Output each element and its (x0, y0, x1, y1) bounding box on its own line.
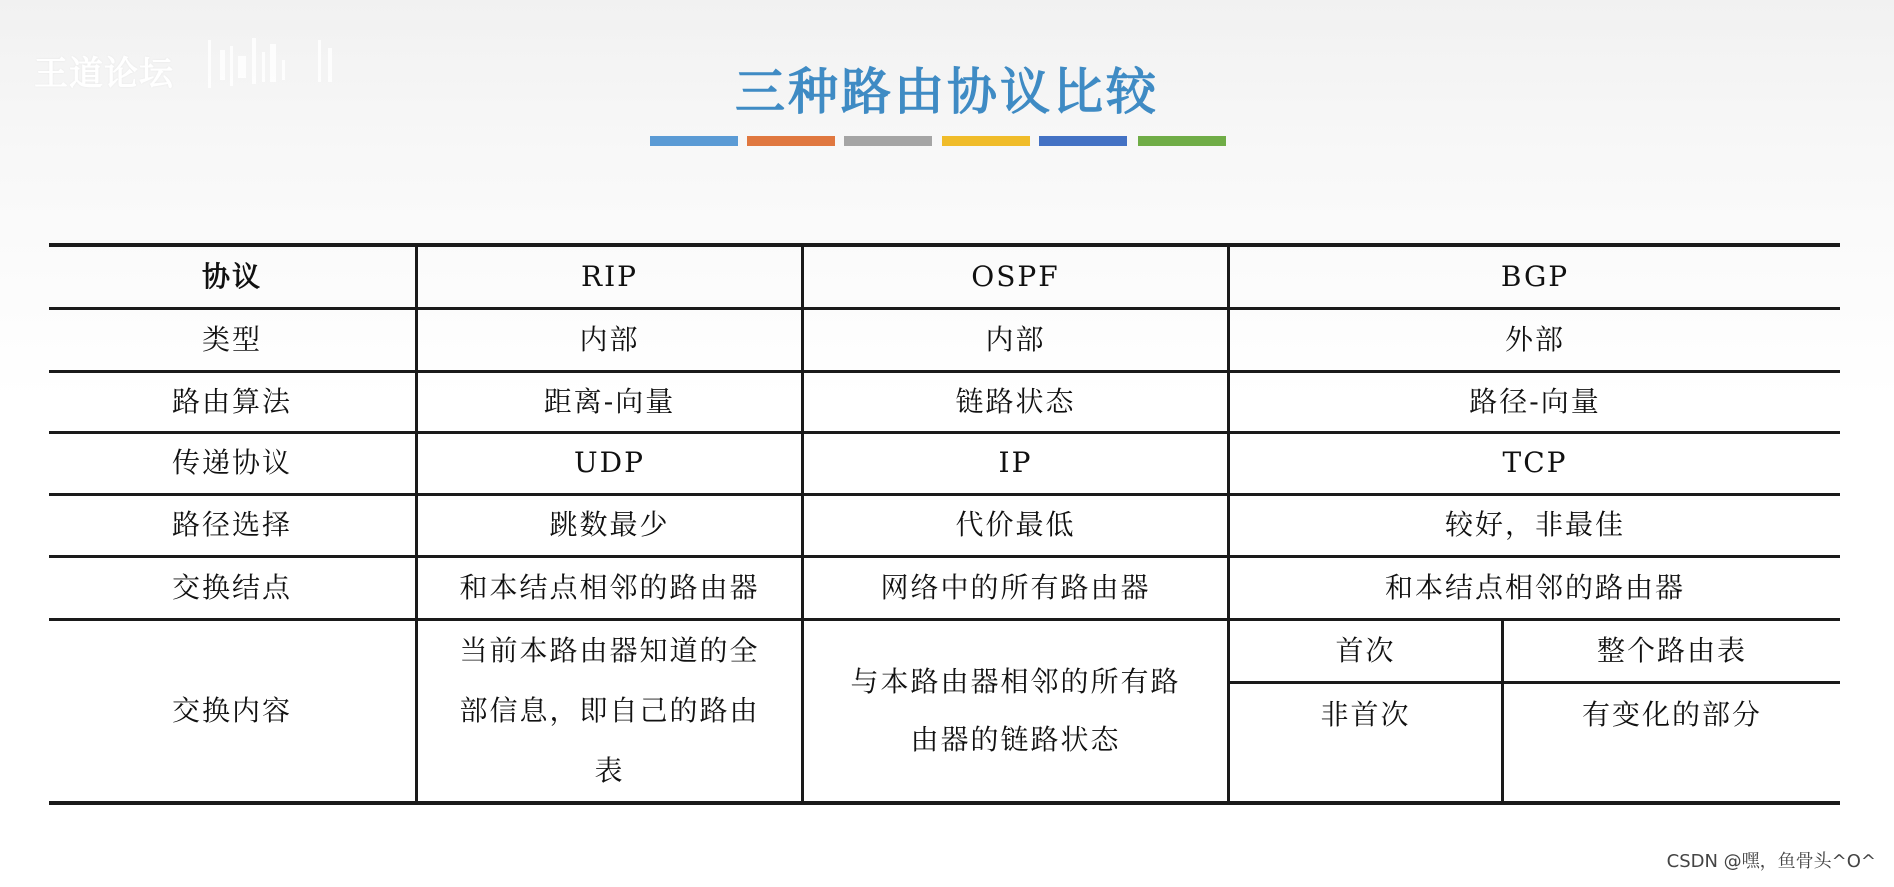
title-color-bar (650, 136, 1226, 147)
bgp-first-label: 首次 (1335, 633, 1396, 667)
footer-credit: CSDN @嘿，鱼骨头^O^ (1666, 851, 1876, 872)
color-segment-orange (747, 136, 835, 146)
rip-cell: UDP (574, 446, 645, 480)
header-protocol: 协议 (201, 259, 262, 293)
rip-exchange-cell (418, 621, 801, 801)
bgp-cell: 和本结点相邻的路由器 (1384, 570, 1685, 604)
header-rip: RIP (581, 259, 638, 293)
color-segment-blue (650, 136, 738, 146)
header-bgp: BGP (1500, 259, 1570, 293)
watermark-logo: 王道论坛 (34, 54, 174, 94)
table-bottom-border (49, 801, 1840, 805)
rip-exchange-line: 表 (594, 754, 625, 787)
ospf-cell: 网络中的所有路由器 (880, 570, 1151, 604)
bgp-cell: TCP (1502, 446, 1568, 480)
color-segment-yellow (942, 136, 1030, 146)
bgp-cell: 较好，非最佳 (1444, 508, 1625, 542)
page-title: 三种路由协议比较 (735, 63, 1159, 121)
ospf-exchange-cell (804, 621, 1227, 801)
row-label: 路径选择 (171, 508, 292, 542)
ospf-exchange-line: 由器的链路状态 (910, 723, 1121, 756)
ospf-cell: IP (998, 446, 1033, 480)
row-label: 交换内容 (171, 693, 292, 727)
row-label: 交换结点 (171, 570, 292, 604)
rip-exchange-line: 当前本路由器知道的全 (459, 634, 760, 667)
bgp-cell: 外部 (1504, 322, 1565, 356)
ospf-cell: 代价最低 (955, 508, 1076, 542)
color-segment-green (1138, 136, 1226, 146)
row-label: 路由算法 (171, 384, 292, 418)
row-label: 传递协议 (171, 446, 292, 480)
rip-cell: 跳数最少 (549, 508, 670, 542)
ospf-exchange-line: 与本路由器相邻的所有路 (850, 665, 1181, 698)
bgp-nonfirst-value: 有变化的部分 (1581, 697, 1762, 731)
color-segment-darkblue (1039, 136, 1127, 146)
row-label: 类型 (201, 322, 262, 356)
ospf-cell: 内部 (985, 322, 1046, 356)
bgp-first-value: 整个路由表 (1596, 633, 1747, 667)
comparison-table (49, 243, 1840, 805)
rip-cell: 内部 (579, 322, 640, 356)
color-segment-gray (844, 136, 932, 146)
ospf-cell: 链路状态 (955, 384, 1076, 418)
rip-cell: 和本结点相邻的路由器 (459, 570, 760, 604)
rip-cell: 距离-向量 (543, 384, 676, 418)
header-ospf: OSPF (971, 259, 1060, 293)
bgp-nonfirst-label: 非首次 (1320, 697, 1411, 731)
rip-exchange-line: 部信息，即自己的路由 (459, 694, 760, 727)
bgp-cell: 路径-向量 (1469, 384, 1601, 418)
